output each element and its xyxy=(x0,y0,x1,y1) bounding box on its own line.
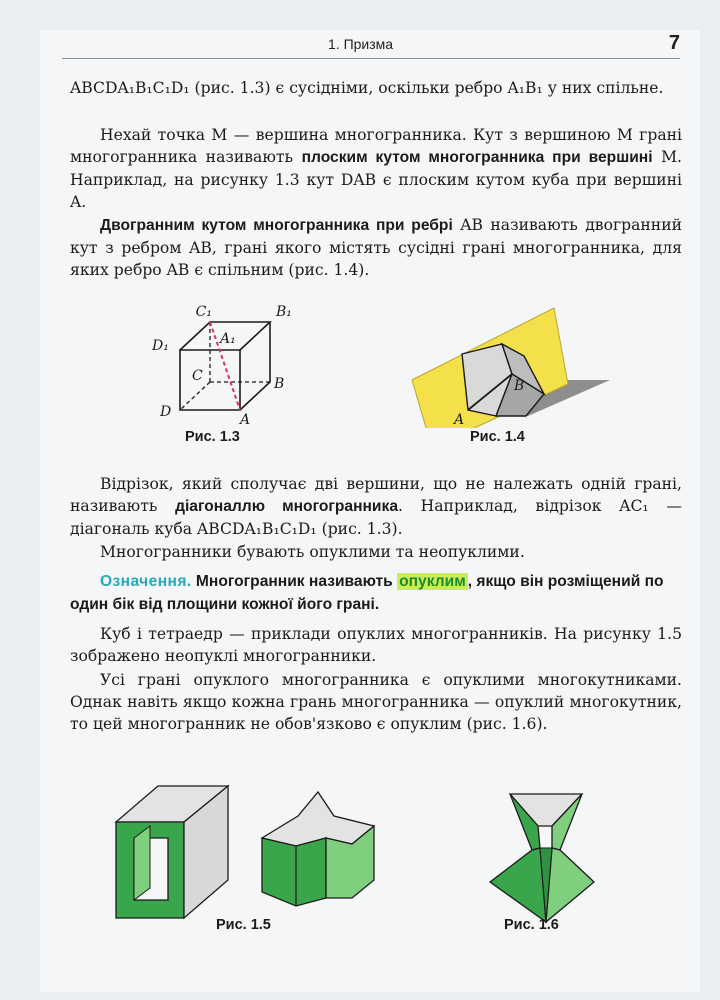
running-title: 1. Призма xyxy=(328,36,394,52)
paragraph-6-text: Куб і тетраедр — приклади опуклих многогранників. На рисунку 1.5 зображено неопуклі многогранники. xyxy=(70,625,682,665)
star-top xyxy=(262,792,374,846)
label-b: B xyxy=(514,378,525,394)
paragraph-3 xyxy=(70,214,682,281)
figure-1-6-caption: Рис. 1.6 xyxy=(504,917,559,933)
page-number: 7 xyxy=(668,32,680,54)
paragraph-6 xyxy=(70,623,682,667)
label-a: A xyxy=(454,412,465,428)
label-b: B xyxy=(274,376,285,392)
paragraph-2-text: Нехай точка M — вершина многогранника. Кут з вершиною M грані многогранника називають плоским кутом многогранника при вершині M. Наприклад, на рисунку 1.3 кут DAB є плоским кутом куба при вершині A. xyxy=(70,126,683,211)
header-rule xyxy=(62,58,680,59)
label-b1: B₁ xyxy=(276,304,292,320)
definition-text-after: , якщо він розміщений по один бік від площини кожної його грані. xyxy=(70,573,664,613)
definition-term: опуклим xyxy=(399,573,466,590)
paragraph-5-text: Многогранники бувають опуклими та неопуклими. xyxy=(100,543,525,561)
bold-term: діагоналлю многогранника xyxy=(175,498,398,515)
figure-1-5-nonconvex xyxy=(112,782,412,922)
label-a1: A₁ xyxy=(220,331,236,347)
definition-text-before: Многогранник називають xyxy=(195,573,393,590)
label-d: D xyxy=(160,404,172,420)
label-c1: C₁ xyxy=(195,304,212,320)
definition-block xyxy=(70,570,682,616)
paragraph-3-text: Двогранним кутом многогранника при ребрі AB називають двогранний кут з ребром AB, грані якого містять сусідні грані многогранника, для яких ребро AB є спільним (рис. 1.4). xyxy=(70,216,682,279)
paragraph-4 xyxy=(70,473,682,540)
paragraph-2 xyxy=(70,124,682,213)
definition-label: Означення. xyxy=(100,573,192,590)
label-d1: D₁ xyxy=(152,338,169,354)
label-a: A xyxy=(240,412,251,427)
figure-1-5-caption: Рис. 1.5 xyxy=(216,917,271,933)
paragraph-4-text: Відрізок, який сполучає дві вершини, що не належать одній грані, називають діагоналлю многогранника. Наприклад, відрізок AC₁ — діагональ куба ABCDA₁B₁C₁D₁ (рис. 1.3). xyxy=(70,475,682,538)
paragraph-5 xyxy=(70,541,682,563)
figure-1-4-caption: Рис. 1.4 xyxy=(470,429,525,445)
hourglass-lower-right xyxy=(546,848,594,922)
paragraph-7-text: Усі грані опуклого многогранника є опуклими многокутниками. Однак навіть якщо кожна грань многогранника — опуклий многокутник, то цей многогранник не обов'язково є опуклим (рис. 1.6). xyxy=(70,671,682,733)
figure-1-3-cube xyxy=(150,292,310,427)
bold-term: Двогранним кутом многогранника при ребрі xyxy=(100,217,453,234)
figure-1-4-dihedral xyxy=(408,298,618,428)
paragraph-7 xyxy=(70,669,682,735)
page-header xyxy=(40,30,700,70)
figure-1-3-caption: Рис. 1.3 xyxy=(185,429,240,445)
hourglass-lower-left xyxy=(490,848,546,922)
hidden-edge-cd xyxy=(180,382,210,410)
star-front-left xyxy=(262,838,326,906)
figure-1-6-hourglass xyxy=(486,786,606,926)
textbook-page xyxy=(40,30,700,992)
bold-term: плоским кутом многогранника при вершині xyxy=(301,149,653,166)
label-c: C xyxy=(192,368,203,384)
paragraph-1 xyxy=(70,77,682,99)
frame-hole-inner xyxy=(134,826,150,900)
paragraph-1-text: ABCDA₁B₁C₁D₁ (рис. 1.3) є сусідніми, оскільки ребро A₁B₁ у них спільне. xyxy=(70,79,664,97)
